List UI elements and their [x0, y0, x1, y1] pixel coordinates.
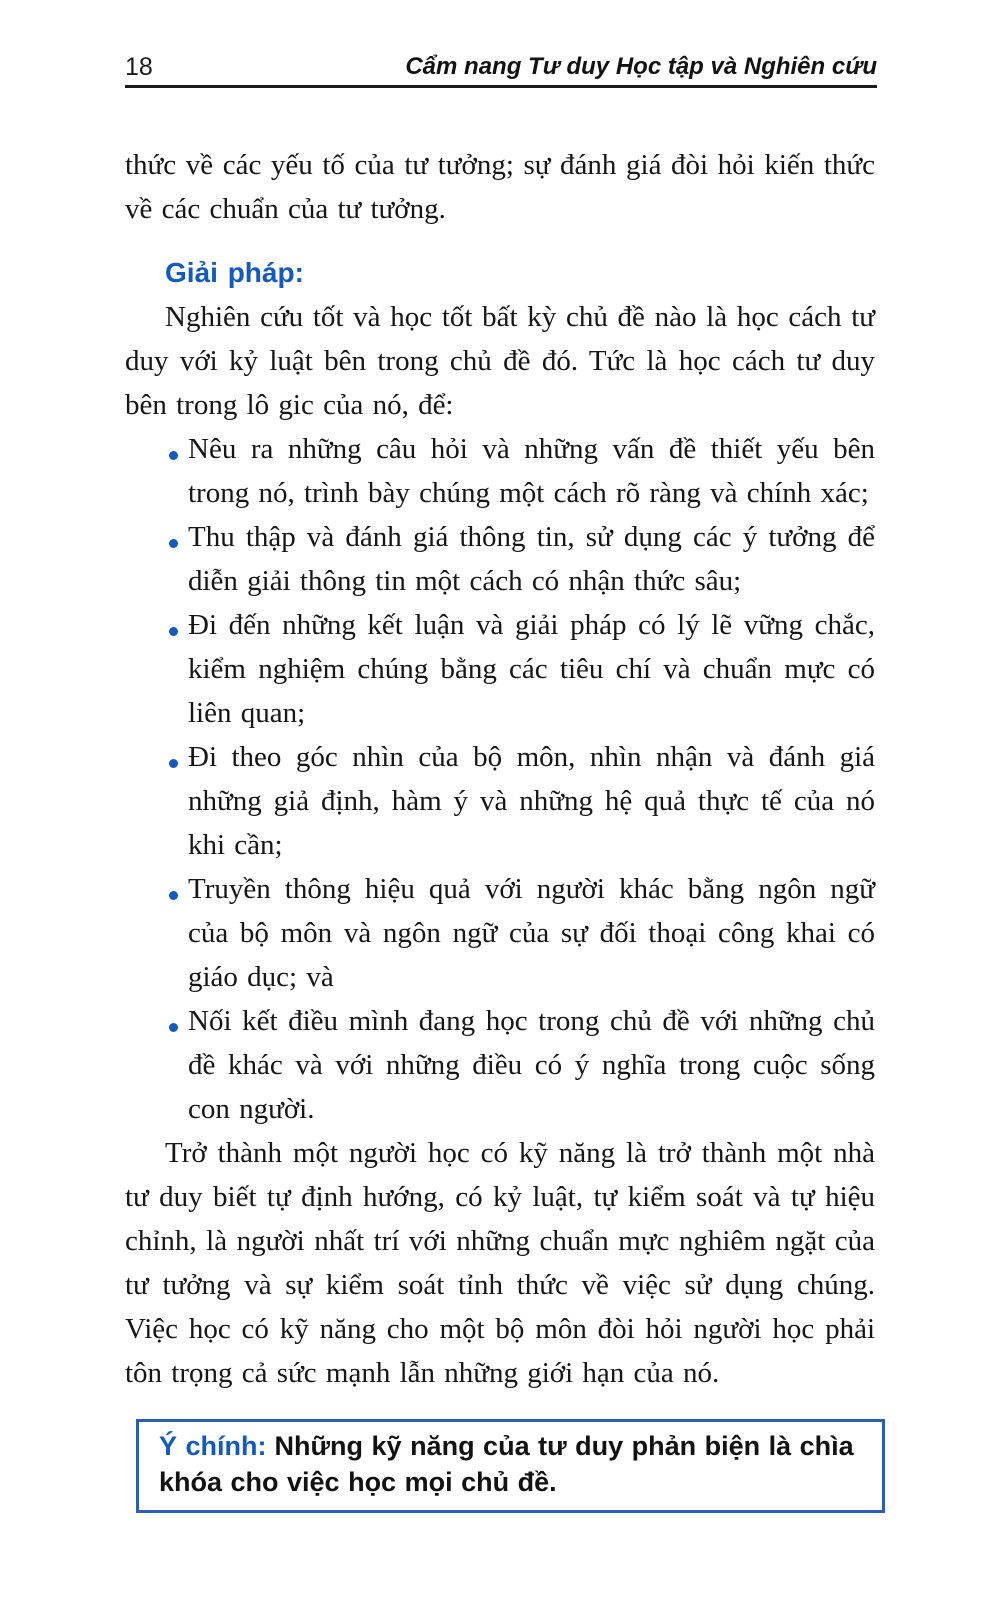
bullet-text: Thu thập và đánh giá thông tin, sử dụng các ý tưởng để diễn giải thông tin một cách có nhận thức sâu;	[188, 521, 875, 597]
bullet-text: Đi theo góc nhìn của bộ môn, nhìn nhận và đánh giá những giả định, hàm ý và những hệ quả thực tế của nó khi cần;	[188, 741, 875, 861]
key-idea-box	[136, 1419, 885, 1513]
intro-paragraph: Nghiên cứu tốt và học tốt bất kỳ chủ đề nào là học cách tư duy với kỷ luật bên trong chủ đề đó. Tức là học cách tư duy bên trong lô gic của nó, để:	[125, 301, 875, 421]
continued-paragraph: thức về các yếu tố của tư tưởng; sự đánh giá đòi hỏi kiến thức về các chuẩn của tư tưởng.	[125, 149, 875, 225]
bullet-text: Truyền thông hiệu quả với người khác bằng ngôn ngữ của bộ môn và ngôn ngữ của sự đối thoại công khai có giáo dục; và	[188, 873, 875, 993]
bullet-text: Nối kết điều mình đang học trong chủ đề với những chủ đề khác và với những điều có ý nghĩa trong cuộc sống con người.	[188, 1005, 875, 1125]
list-item	[125, 999, 875, 1131]
bullet-dot-icon	[169, 891, 178, 900]
running-header	[125, 54, 877, 88]
list-item	[125, 603, 875, 735]
bullet-dot-icon	[169, 759, 178, 768]
bullet-dot-icon	[169, 1023, 178, 1032]
running-title: Cẩm nang Tư duy Học tập và Nghiên cứu	[405, 53, 877, 80]
list-item	[125, 735, 875, 867]
body-text-column	[125, 143, 875, 1513]
bullet-text: Nêu ra những câu hỏi và những vấn đề thiết yếu bên trong nó, trình bày chúng một cách rõ ràng và chính xác;	[188, 433, 875, 509]
section-heading: Giải pháp:	[165, 257, 304, 288]
bullet-dot-icon	[169, 627, 178, 636]
closing-paragraph: Trở thành một người học có kỹ năng là trở thành một nhà tư duy biết tự định hướng, có kỷ luật, tự kiểm soát và tự hiệu chỉnh, là người nhất trí với những chuẩn mực nghiêm ngặt của tư tưởng và sự kiểm soát tỉnh thức về việc sử dụng chúng. Việc học có kỹ năng cho một bộ môn đòi hỏi người học phải tôn trọng cả sức mạnh lẫn những giới hạn của nó.	[125, 1137, 875, 1389]
list-item	[125, 427, 875, 515]
key-idea-label: Ý chính:	[159, 1431, 267, 1461]
list-item	[125, 867, 875, 999]
key-idea-text: Những kỹ năng của tư duy phản biện là chìa khóa cho việc học mọi chủ đề.	[159, 1431, 854, 1497]
page-number: 18	[125, 53, 153, 81]
list-item	[125, 515, 875, 603]
bullet-text: Đi đến những kết luận và giải pháp có lý lẽ vững chắc, kiểm nghiệm chúng bằng các tiêu chí và chuẩn mực có liên quan;	[188, 609, 875, 729]
bullet-list	[125, 427, 875, 1131]
bullet-dot-icon	[169, 539, 178, 548]
bullet-dot-icon	[169, 451, 178, 460]
